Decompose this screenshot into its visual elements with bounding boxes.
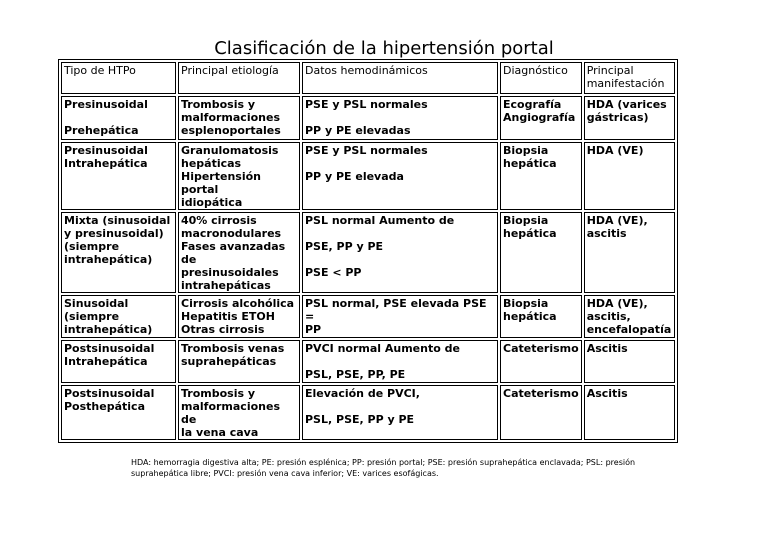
table-cell: PVCI normal Aumento de PSL, PSE, PP, PE — [302, 340, 498, 383]
table-cell: 40% cirrosis macronodulares Fases avanzadas de presinusoidales intrahepáticas — [178, 212, 300, 293]
table-cell: HDA (varices gástricas) — [584, 96, 675, 140]
table-cell: Presinusoidal Prehepática — [61, 96, 176, 140]
table-row — [61, 96, 675, 140]
table-cell: Presinusoidal Intrahepática — [61, 142, 176, 210]
table-cell: HDA (VE), ascitis, encefalopatía — [584, 295, 675, 338]
table-cell: PSE y PSL normales PP y PE elevadas — [302, 96, 498, 140]
header-cell-diagnostico: Diagnóstico — [500, 62, 582, 94]
table-cell: PSE y PSL normales PP y PE elevada — [302, 142, 498, 210]
table-cell: Cateterismo — [500, 340, 582, 383]
table-cell: Trombosis venas suprahepáticas — [178, 340, 300, 383]
table-row — [61, 142, 675, 210]
header-cell-etiologia: Principal etiología — [178, 62, 300, 94]
page-title: Clasificación de la hipertensión portal — [214, 38, 554, 59]
table-cell: PSL normal, PSE elevada PSE = PP — [302, 295, 498, 338]
table-cell: Granulomatosis hepáticas Hipertensión portal idiopática — [178, 142, 300, 210]
table-cell: Biopsia hepática — [500, 142, 582, 210]
table-cell: HDA (VE), ascitis — [584, 212, 675, 293]
header-cell-manifestacion: Principal manifestación — [584, 62, 675, 94]
table-header-row — [61, 62, 675, 94]
table-cell: Biopsia hepática — [500, 212, 582, 293]
header-cell-tipo: Tipo de HTPo — [61, 62, 176, 94]
table-cell: Mixta (sinusoidal y presinusoidal) (siempre intrahepática) — [61, 212, 176, 293]
table-cell: Trombosis y malformaciones esplenoportales — [178, 96, 300, 140]
table-cell: Cateterismo — [500, 385, 582, 440]
table-cell: Postsinusoidal Intrahepática — [61, 340, 176, 383]
footnote: HDA: hemorragia digestiva alta; PE: presión esplénica; PP: presión portal; PSE: presión suprahepática enclavada; PSL: presión suprahepática libre; PVCI: presión vena cava inferior; VE: varices esofágicas. — [131, 458, 636, 478]
table-cell: Elevación de PVCI, PSL, PSE, PP y PE — [302, 385, 498, 440]
table-cell: Biopsia hepática — [500, 295, 582, 338]
table-cell: Ascitis — [584, 340, 675, 383]
table-cell: Trombosis y malformaciones de la vena cava — [178, 385, 300, 440]
table-row — [61, 385, 675, 440]
table-cell: Postsinusoidal Posthepática — [61, 385, 176, 440]
table-row — [61, 340, 675, 383]
table-cell: PSL normal Aumento de PSE, PP y PE PSE < PP — [302, 212, 498, 293]
table-cell: Cirrosis alcohólica Hepatitis ETOH Otras cirrosis — [178, 295, 300, 338]
table-row — [61, 212, 675, 293]
header-cell-hemodinamicos: Datos hemodinámicos — [302, 62, 498, 94]
table-row — [61, 295, 675, 338]
classification-table — [58, 59, 678, 443]
table-cell: Ascitis — [584, 385, 675, 440]
table-cell: HDA (VE) — [584, 142, 675, 210]
table-cell: Sinusoidal (siempre intrahepática) — [61, 295, 176, 338]
table-cell: Ecografía Angiografía — [500, 96, 582, 140]
